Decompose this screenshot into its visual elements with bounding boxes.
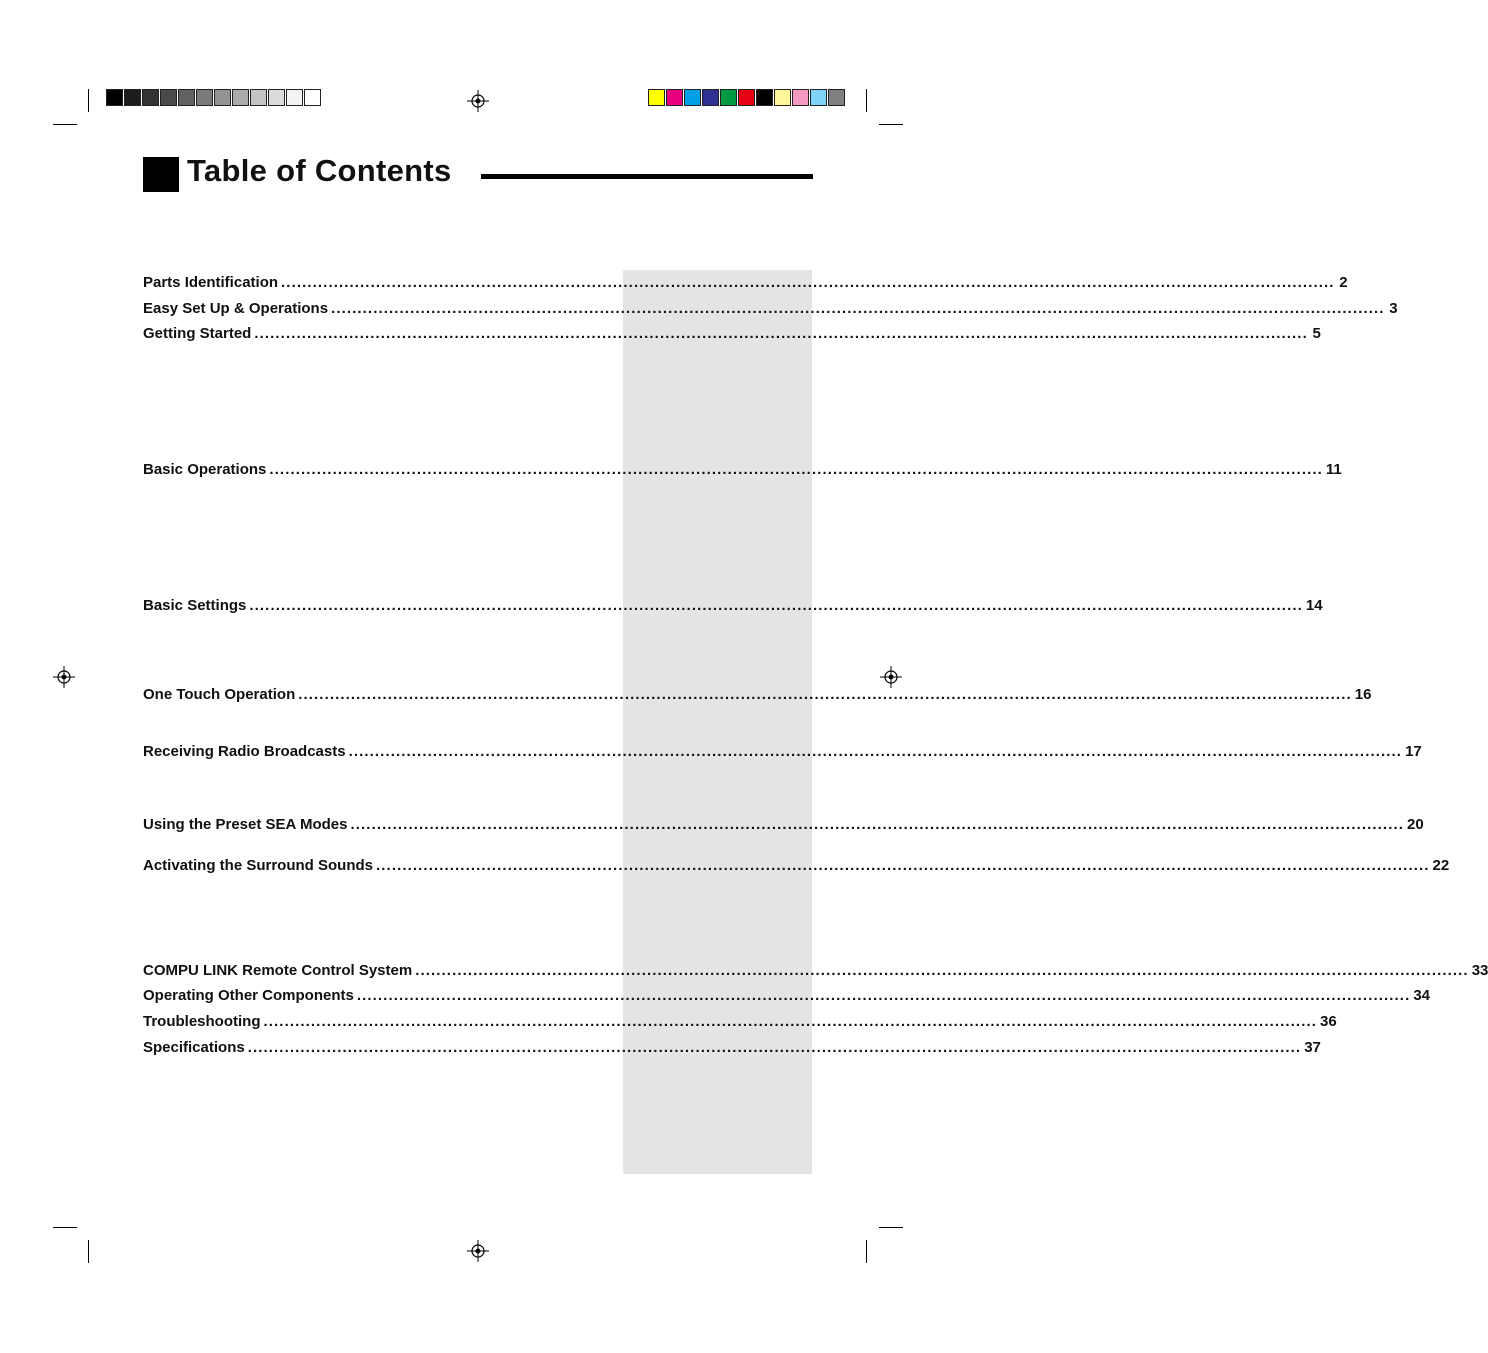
- color-swatch: [792, 89, 809, 106]
- color-swatch: [214, 89, 231, 106]
- toc-entry-label: One Touch Operation: [143, 686, 296, 703]
- toc-entry-page: 17: [1405, 743, 1422, 760]
- dot-leader: ........................................................................................................................................................................................................: [249, 597, 1303, 614]
- toc-entry-page: 14: [1305, 597, 1323, 614]
- crop-mark: [879, 124, 903, 125]
- toc-entry-label: Basic Operations: [143, 461, 267, 478]
- color-swatch: [702, 89, 719, 106]
- registration-mark-icon: [467, 90, 489, 112]
- toc-entry[interactable]: [143, 742, 1422, 762]
- toc-entry-page: 5: [1312, 325, 1321, 342]
- color-swatch: [304, 89, 321, 106]
- toc-entry-label: COMPU LINK Remote Control System: [143, 962, 413, 979]
- color-swatch: [178, 89, 195, 106]
- toc-entry-page: 2: [1339, 274, 1348, 291]
- dot-leader: ........................................................................................................................................................................................................: [263, 1013, 1317, 1030]
- toc-entry-label: Using the Preset SEA Modes: [143, 816, 348, 833]
- dot-leader: ........................................................................................................................................................................................................: [281, 274, 1335, 291]
- color-swatch: [196, 89, 213, 106]
- toc-entry[interactable]: [143, 324, 1321, 344]
- toc-entry-page: 37: [1304, 1039, 1321, 1056]
- toc-entry-page: 33: [1471, 962, 1488, 979]
- toc-entry-page: 3: [1389, 300, 1398, 317]
- crop-mark: [53, 124, 77, 125]
- dot-leader: ........................................................................................................................................................................................................: [298, 686, 1352, 703]
- toc-entry-page: 36: [1320, 1013, 1337, 1030]
- toc-entry[interactable]: [143, 856, 1450, 876]
- color-swatch: [124, 89, 141, 106]
- title-rule: [481, 174, 813, 179]
- toc-entry[interactable]: [143, 685, 1372, 705]
- toc-entry[interactable]: [143, 273, 1348, 293]
- crop-mark: [866, 1240, 867, 1263]
- toc-entry[interactable]: [143, 1038, 1321, 1058]
- color-swatch: [250, 89, 267, 106]
- color-swatch: [738, 89, 755, 106]
- color-swatch: [666, 89, 683, 106]
- dot-leader: ........................................................................................................................................................................................................: [415, 962, 1469, 979]
- color-swatch: [720, 89, 737, 106]
- dot-leader: ........................................................................................................................................................................................................: [348, 743, 1403, 760]
- toc-entry-label: Basic Settings: [143, 597, 247, 614]
- color-swatch: [160, 89, 177, 106]
- toc-entry-label: Activating the Surround Sounds: [143, 857, 374, 874]
- registration-mark-icon: [467, 1240, 489, 1262]
- toc-entry-label: Easy Set Up & Operations: [143, 300, 329, 317]
- crop-mark: [88, 1240, 89, 1263]
- dot-leader: ........................................................................................................................................................................................................: [356, 987, 1411, 1004]
- crop-mark: [88, 89, 89, 112]
- color-swatch: [286, 89, 303, 106]
- color-swatch: [756, 89, 773, 106]
- color-swatch: [684, 89, 701, 106]
- dot-leader: ........................................................................................................................................................................................................: [254, 325, 1308, 342]
- crop-mark: [53, 1227, 77, 1228]
- color-swatch: [648, 89, 665, 106]
- toc-entry-page: 11: [1325, 461, 1342, 478]
- crop-mark: [866, 89, 867, 112]
- toc-entry-label: Troubleshooting: [143, 1013, 261, 1030]
- toc-entry-label: Getting Started: [143, 325, 252, 342]
- grayscale-calibration-bar: [106, 89, 322, 106]
- toc-entry[interactable]: [143, 961, 1488, 981]
- color-swatch: [106, 89, 123, 106]
- color-swatch: [142, 89, 159, 106]
- toc-entry[interactable]: [143, 299, 1398, 319]
- toc-entry-page: 20: [1407, 816, 1424, 833]
- title-marker-block: [143, 157, 179, 192]
- color-swatch: [232, 89, 249, 106]
- dot-leader: ........................................................................................................................................................................................................: [269, 461, 1323, 478]
- toc-entry-page: 22: [1432, 857, 1450, 874]
- dot-leader: ........................................................................................................................................................................................................: [247, 1039, 1302, 1056]
- toc-entry[interactable]: [143, 1012, 1337, 1032]
- toc-entry-page: 16: [1354, 686, 1372, 703]
- color-swatch: [828, 89, 845, 106]
- toc-entry[interactable]: [143, 815, 1424, 835]
- dot-leader: ........................................................................................................................................................................................................: [331, 300, 1385, 317]
- color-swatch: [268, 89, 285, 106]
- dot-leader: ........................................................................................................................................................................................................: [350, 816, 1404, 833]
- crop-mark: [879, 1227, 903, 1228]
- color-swatch: [810, 89, 827, 106]
- page-title: Table of Contents: [187, 153, 452, 188]
- dot-leader: ........................................................................................................................................................................................................: [376, 857, 1430, 874]
- toc-entry[interactable]: [143, 460, 1342, 480]
- color-swatch: [774, 89, 791, 106]
- color-calibration-bar: [648, 89, 846, 106]
- toc-entry-label: Parts Identification: [143, 274, 279, 291]
- toc-entry-page: 34: [1413, 987, 1431, 1004]
- toc-entry[interactable]: [143, 596, 1323, 616]
- toc-entry-label: Specifications: [143, 1039, 245, 1056]
- toc-entry[interactable]: [143, 986, 1431, 1006]
- toc-entry-label: Operating Other Components: [143, 987, 354, 1004]
- toc-entry-label: Receiving Radio Broadcasts: [143, 743, 346, 760]
- registration-mark-icon: [53, 666, 75, 688]
